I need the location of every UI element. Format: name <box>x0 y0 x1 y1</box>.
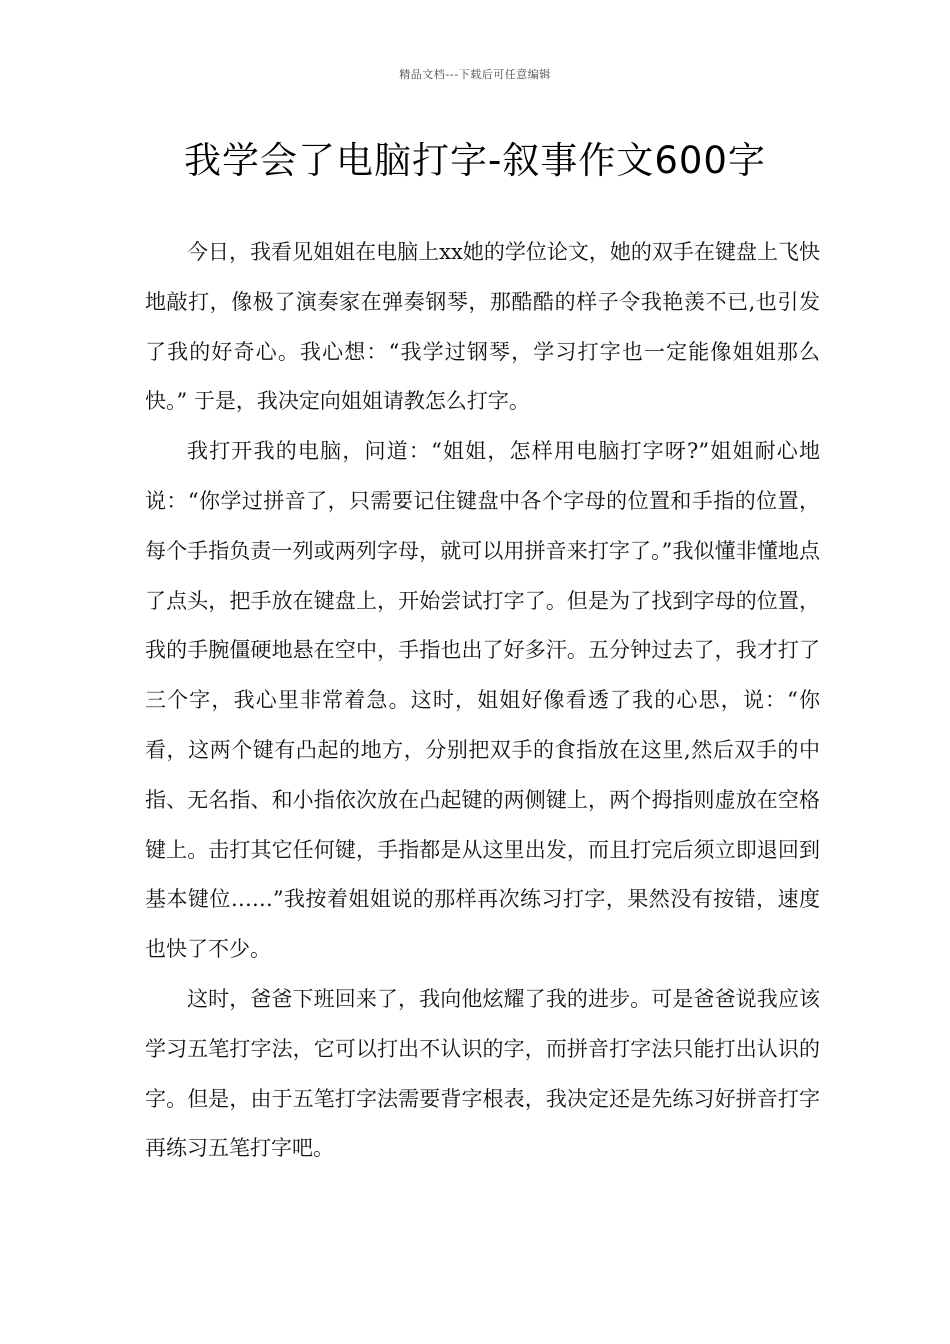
paragraph-3: 这时，爸爸下班回来了，我向他炫耀了我的进步。可是爸爸说我应该学习五笔打字法，它可以打出不认识的字，而拼音打字法只能打出认识的字。但是，由于五笔打字法需要背字根表，我决定还是先练习好拼音打字再练习五笔打字吧。 <box>145 986 820 1161</box>
paragraph-2: 我打开我的电脑，问道：“姐姐，怎样用电脑打字呀?”姐姐耐心地说：“你学过拼音了，只需要记住键盘中各个字母的位置和手指的位置，每个手指负责一列或两列字母，就可以用拼音来打字了。”我似懂非懂地点了点头，把手放在键盘上，开始尝试打字了。但是为了找到字母的位置，我的手腕僵硬地悬在空中，手指也出了好多汗。五分钟过去了，我才打了三个字，我心里非常着急。这时，姐姐好像看透了我的心思，说：“你看，这两个键有凸起的地方，分别把双手的食指放在这里,然后双手的中指、无名指、和小指依次放在凸起键的两侧键上，两个拇指则虚放在空格键上。击打其它任何键，手指都是从这里出发，而且打完后须立即退回到基本键位……”我按着姐姐说的那样再次练习打字，果然没有按错，速度也快了不少。 <box>145 439 820 962</box>
header-note: 精品文档---下载后可任意编辑 <box>399 68 551 81</box>
page-title: 我学会了电脑打字-叙事作文600字 <box>184 139 766 182</box>
article-body <box>145 228 820 1174</box>
paragraph-1: 今日，我看见姐姐在电脑上xx她的学位论文，她的双手在键盘上飞快地敲打，像极了演奏家在弹奏钢琴，那酷酷的样子令我艳羡不已,也引发了我的好奇心。我心想：“我学过钢琴，学习打字也一定能像姐姐那么快。” 于是，我决定向姐姐请教怎么打字。 <box>145 240 820 414</box>
